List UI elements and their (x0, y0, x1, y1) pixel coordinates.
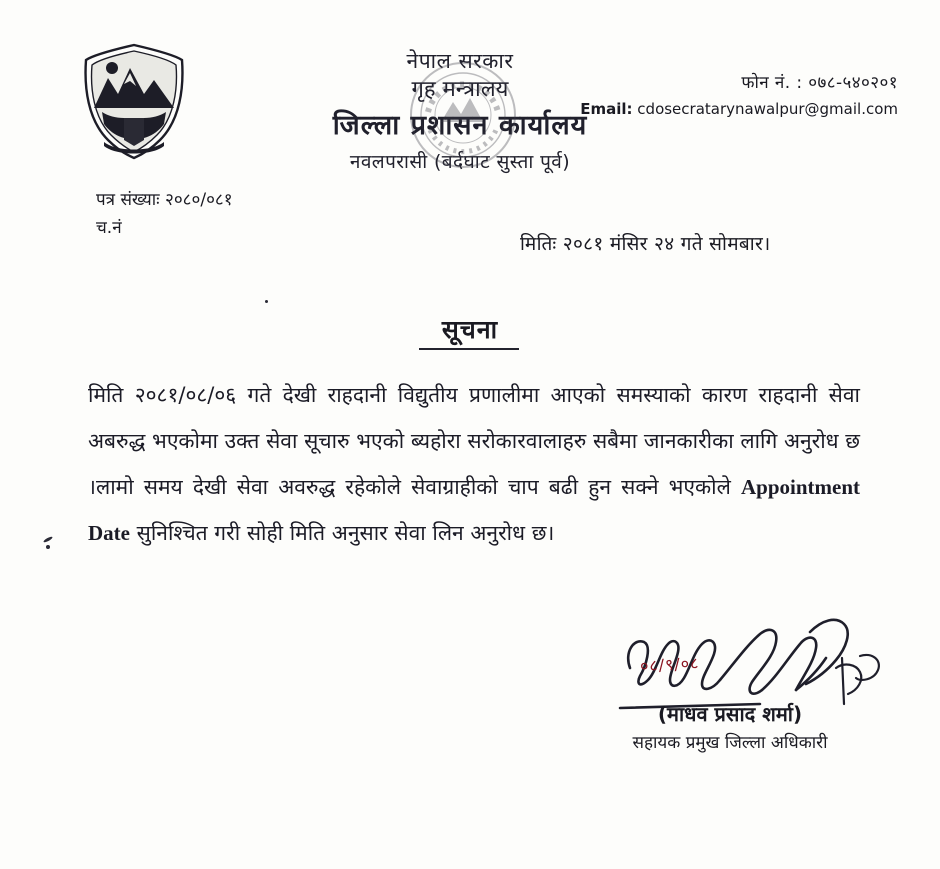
email-line (580, 97, 898, 121)
signatory-name: (माधव प्रसाद शर्मा) (657, 702, 803, 726)
phone-number: ०७८-५४०२०१ (808, 73, 898, 93)
org-line-nepal-government: नेपाल सरकार (406, 49, 514, 73)
email-value: cdosecratarynawalpur@gmail.com (637, 100, 898, 119)
reference-block (96, 186, 233, 242)
ink-mark (46, 545, 50, 549)
phone-label: फोन नं. : (741, 73, 803, 93)
org-line-district: नवलपरासी (बर्दघाट सुस्ता पूर्व) (349, 151, 571, 174)
document-title: सूचना (441, 315, 499, 344)
dispatch-number: च.नं (96, 218, 122, 239)
ink-mark (265, 300, 268, 303)
notice-body (88, 372, 860, 556)
email-label: Email: (580, 100, 633, 119)
title-underline (419, 348, 519, 350)
appointment-date-term: Appointment Date (88, 475, 860, 545)
letter-number: पत्र संख्याः २०८०/०८१ (96, 190, 233, 210)
ink-mark (43, 536, 53, 543)
notice-text-part2: सुनिश्चित गरी सोही मिति अनुसार सेवा लिन अनुरोध छ। (129, 521, 555, 545)
letterhead (0, 0, 940, 239)
nepal-government-emblem-icon (78, 42, 190, 160)
signatory-designation: सहायक प्रमुख जिल्ला अधिकारी (632, 733, 828, 753)
letter-date: मितिः २०८१ मंसिर २४ गते सोमबार। (520, 233, 771, 255)
phone-line (580, 70, 898, 97)
org-line-office: जिल्ला प्रशासन कार्यालय (332, 109, 588, 141)
contact-block (580, 70, 898, 121)
notice-paragraph (88, 372, 860, 556)
org-line-ministry: गृह मन्त्रालय (411, 77, 509, 103)
notice-text-part1: मिति २०८१/०८/०६ गते देखी राहदानी विद्युतीय प्रणालीमा आएको समस्याको कारण राहदानी सेवा अबरुद्ध भएकोमा उक्त सेवा सूचारु भएको ब्यहोरा सरोकारवालाहरु सबैमा जानकारीका लागि अनुरोध छ ।लामो समय देखी सेवा अवरुद्ध रहेकोले सेवाग्राहीको चाप बढी हुन सक्ने भएकोले (88, 383, 860, 499)
signature-date-stamp: ०८/९/०८ (639, 653, 700, 676)
